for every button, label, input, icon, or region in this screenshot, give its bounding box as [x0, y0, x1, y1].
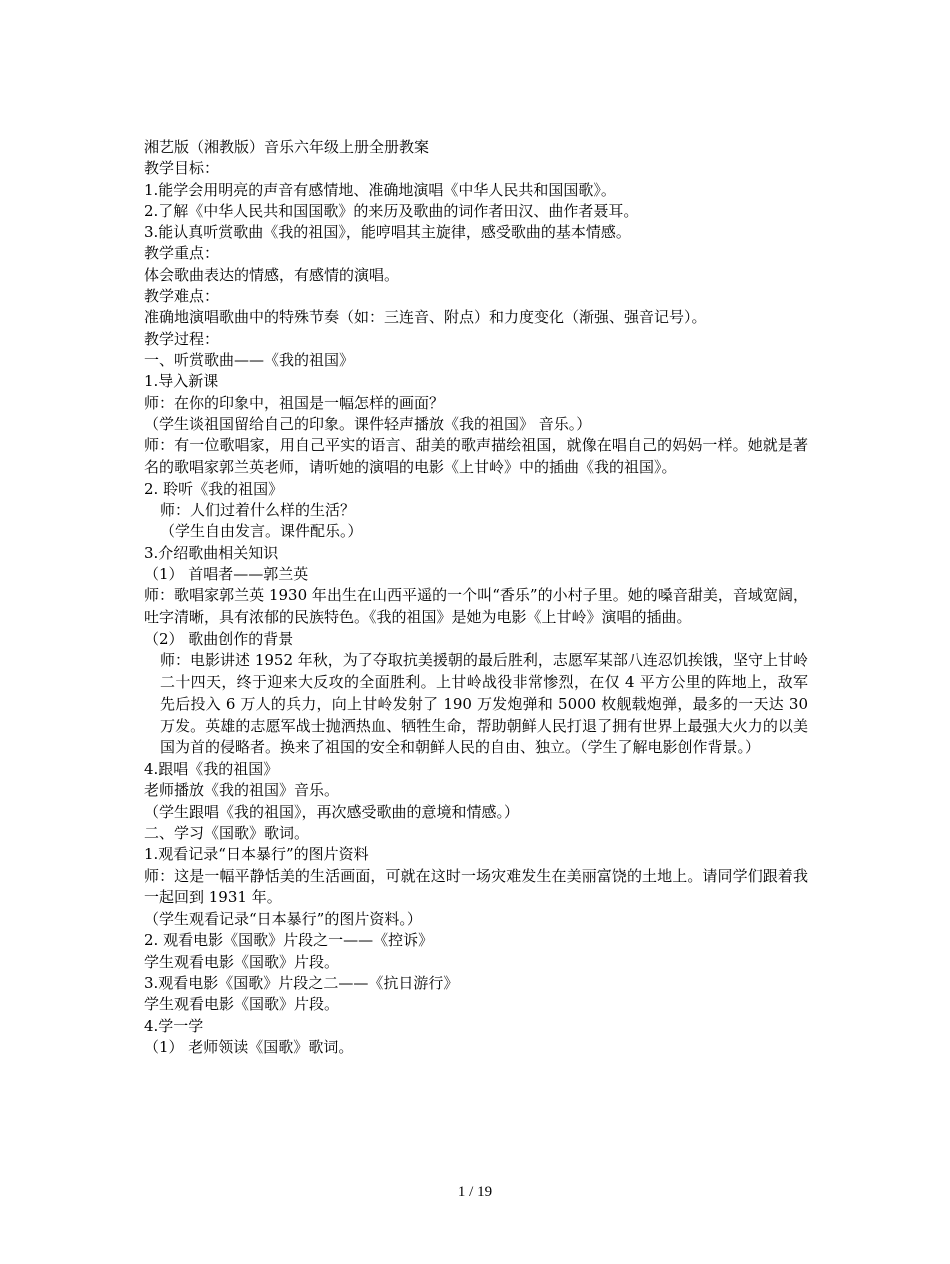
page-number: 1 / 19	[457, 1184, 493, 1200]
text-line: 体会歌曲表达的情感，有感情的演唱。	[144, 265, 400, 284]
part-heading: 一、听赏歌曲——《我的祖国》	[144, 350, 355, 369]
objective-item: 2.了解《中华人民共和国国歌》的来历及歌曲的词作者田汉、曲作者聂耳。	[144, 201, 639, 220]
section-heading-objectives: 教学目标：	[144, 159, 220, 178]
text-paragraph: 师：歌唱家郭兰英 1930 年出生在山西平遥的一个叫“香乐”的小村子里。她的嗓音甜美，音域宽阔，吐字清晰，具有浓郁的民族特色。《我的祖国》是她为电影《上甘岭》演唱的插曲。	[144, 586, 808, 627]
step-heading: 1.导入新课	[144, 372, 219, 391]
text-paragraph: 师：有一位歌唱家，用自己平实的语言、甜美的歌声描绘祖国，就像在唱自己的妈妈一样。她就是著名的歌唱家郭兰英老师，请听她的演唱的电影《上甘岭》中的插曲《我的祖国》。	[144, 436, 808, 476]
text-line: 学生观看电影《国歌》片段。	[144, 952, 340, 971]
document-body	[144, 137, 808, 1058]
text-line: （学生跟唱《我的祖国》，再次感受歌曲的意境和情感。）	[144, 802, 520, 821]
step-heading: 3.介绍歌曲相关知识	[144, 543, 279, 562]
section-heading-key-points: 教学重点：	[144, 244, 220, 263]
step-heading: 4.跟唱《我的祖国》	[144, 760, 279, 779]
text-line: 准确地演唱歌曲中的特殊节奏（如：三连音、附点）和力度变化（渐强、强音记号）。	[144, 308, 707, 327]
text-line: 学生观看电影《国歌》片段。	[144, 995, 340, 1014]
sub-step-heading: （1） 老师领读《国歌》歌词。	[144, 1037, 354, 1056]
sub-step-heading: （1） 首唱者——郭兰英	[144, 564, 309, 583]
section-heading-difficulties: 教学难点：	[144, 287, 220, 306]
sub-step-heading: （2） 歌曲创作的背景	[144, 629, 294, 648]
objective-item: 1.能学会用明亮的声音有感情地、准确地演唱《中华人民共和国国歌》。	[144, 180, 616, 199]
section-heading-process: 教学过程：	[144, 329, 220, 348]
step-heading: 2. 观看电影《国歌》片段之一——《控诉》	[144, 931, 434, 950]
text-line: （学生谈祖国留给自己的印象。课件轻声播放《我的祖国》 音乐。）	[144, 414, 592, 433]
objective-item: 3.能认真听赏歌曲《我的祖国》，能哼唱其主旋律，感受歌曲的基本情感。	[144, 223, 631, 242]
step-heading: 2. 聆听《我的祖国》	[144, 479, 284, 498]
text-line: 老师播放《我的祖国》音乐。	[144, 781, 340, 800]
part-heading: 二、学习《国歌》歌词。	[144, 824, 310, 842]
document-title: 湘艺版（湘教版）音乐六年级上册全册教案	[144, 138, 430, 156]
text-line: （学生自由发言。课件配乐。）	[160, 522, 363, 541]
text-line: 师：在你的印象中，祖国是一幅怎样的画面？	[144, 393, 445, 412]
text-paragraph: 师：电影讲述 1952 年秋，为了夺取抗美援朝的最后胜利，志愿军某部八连忍饥挨饿，坚守上甘岭二十四天，终于迎来大反攻的全面胜利。上甘岭战役非常惨烈，在仅 4 平方公里的阵地上，敌军先后投入 6 万人的兵力，向上甘岭发射了 190 万发炮弹和 5000 枚舰载炮弹，最多的一天达 30 万发。英雄的志愿军战士抛洒热血、牺牲生命，帮助朝鲜人民打退了拥有世界上最强大火力的以美国为首的侵略者。换来了祖国的安全和朝鲜人民的自由、独立。（学生了解电影创作背景。）	[160, 651, 808, 757]
text-line: 师：人们过着什么样的生活？	[160, 501, 356, 520]
text-line: （学生观看记录“日本暴行”的图片资料。）	[144, 910, 422, 929]
step-heading: 4.学一学	[144, 1016, 204, 1035]
step-heading: 1.观看记录“日本暴行”的图片资料	[144, 845, 369, 864]
text-paragraph: 师：这是一幅平静恬美的生活画面，可就在这时一场灾难发生在美丽富饶的土地上。请同学们跟着我一起回到 1931 年。	[144, 866, 808, 907]
step-heading: 3.观看电影《国歌》片段之二——《抗日游行》	[144, 974, 459, 993]
